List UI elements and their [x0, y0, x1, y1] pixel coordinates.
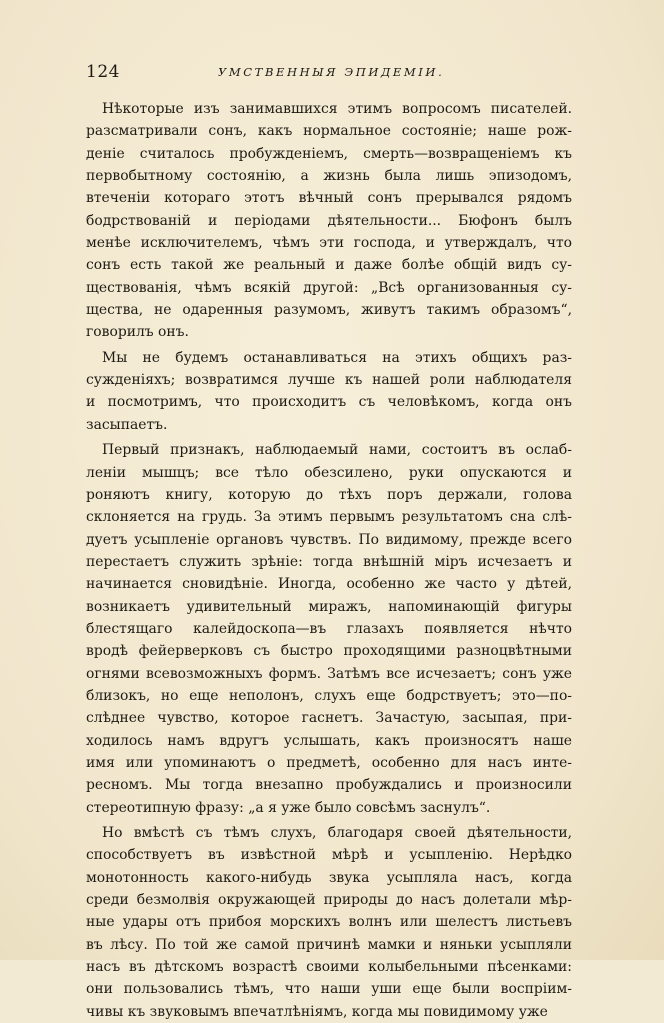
text-line: леніи мышцъ; все тѣло обезсилено, руки опускаются и [86, 464, 572, 481]
text-line: насъ въ дѣтскомъ возрастѣ своими колыбельными пѣсенками: [86, 959, 572, 976]
text-line: они пользовались тѣмъ, что наши уши еще были воспріим- [86, 981, 572, 998]
text-line: первобытному состоянію, а жизнь была лишь эпизодомъ, [86, 168, 572, 185]
running-title: УМСТВЕННЫЯ ЭПИДЕМІИ. [218, 65, 445, 79]
page-header [86, 62, 576, 86]
text-line: деніе считалось пробужденіемъ, смерть—возвращеніемъ къ [86, 145, 572, 162]
text-line: стереотипную фразу: „а я уже было совсѣмъ заснулъ“. [86, 799, 491, 816]
text-line: разсматривали сонъ, какъ нормальное состояніе; наше рож- [86, 123, 572, 140]
text-line: ходилось намъ вдругъ услышать, какъ произносятъ наше [86, 732, 572, 749]
paragraph [86, 98, 572, 344]
text-line: ществованія, чѣмъ всякій другой: „Всѣ организованныя су- [86, 279, 572, 296]
text-line: ные удары отъ прибоя морскихъ волнъ или шелестъ листьевъ [86, 914, 572, 931]
text-line: среди безмолвія окружающей природы до насъ долетали мѣр- [86, 892, 572, 909]
text-line: Мы не будемъ останавливаться на этихъ общихъ раз- [102, 349, 572, 366]
text-line: засыпаетъ. [86, 416, 168, 433]
text-line: слѣднее чувство, которое гаснетъ. Зачастую, засыпая, при- [86, 710, 572, 727]
text-line: роняютъ книгу, которую до тѣхъ поръ держали, голова [86, 486, 572, 503]
text-line: втеченіи котораго этотъ вѣчный сонъ прерывался рядомъ [86, 190, 572, 207]
text-line: дуетъ усыпленіе органовъ чувствъ. По видимому, прежде всего [86, 531, 572, 548]
text-line: огнями всевозможныхъ формъ. Затѣмъ все исчезаетъ; сонъ уже [86, 665, 572, 682]
text-line: сонъ есть такой же реальный и даже болѣе общій видъ су- [86, 257, 572, 274]
text-line: говорилъ онъ. [86, 324, 189, 341]
paragraph [86, 439, 572, 819]
text-line: способствуетъ въ извѣстной мѣрѣ и усыпленію. Нерѣдко [86, 847, 572, 864]
paragraph [86, 347, 572, 436]
text-line: ресномъ. Мы тогда внезапно пробуждались и произносили [86, 777, 572, 794]
text-line: чивы къ звуковымъ впечатлѣніямъ, когда мы повидимому уже [86, 1003, 548, 1020]
text-line: щества, не одаренныя разумомъ, живутъ такимъ образомъ“, [86, 302, 572, 319]
text-line: имя или упоминаютъ о предметѣ, особенно для насъ инте- [86, 754, 572, 771]
text-line: и посмотримъ, что происходитъ съ человѣкомъ, когда онъ [86, 394, 572, 411]
text-line: бодрствованій и періодами дѣятельности... Бюфонъ былъ [86, 212, 572, 229]
text-line: Нѣкоторые изъ занимавшихся этимъ вопросомъ писателей. [102, 101, 572, 117]
text-line: возникаетъ удивительный миражъ, напоминающій фигуры [86, 598, 572, 615]
paragraph [86, 822, 572, 1023]
text-line: монотонность какого-нибудь звука усыпляла насъ, когда [86, 869, 572, 886]
text-line: Первый признакъ, наблюдаемый нами, состоитъ въ ослаб- [102, 442, 572, 459]
text-line: перестаетъ служить зрѣніе: тогда внѣшній міръ исчезаетъ и [86, 553, 572, 570]
text-line: блестящаго калейдоскопа—въ глазахъ появляется нѣчто [86, 620, 572, 637]
text-line: въ лѣсу. По той же самой причинѣ мамки и няньки усыпляли [86, 936, 572, 953]
text-line: близокъ, но еще неполонъ, слухъ еще бодрствуетъ; это—по- [86, 687, 572, 704]
body-text [86, 98, 572, 1023]
text-line: сужденіяхъ; возвратимся лучше къ нашей роли наблюдателя [86, 372, 572, 389]
page-number: 124 [86, 62, 120, 82]
text-line: менѣе исключителемъ, чѣмъ эти господа, и утверждалъ, что [86, 235, 572, 252]
text-line: начинается сновидѣніе. Иногда, особенно же часто у дѣтей, [86, 576, 572, 593]
text-line: вродѣ фейерверковъ съ быстро проходящими разноцвѣтными [86, 643, 572, 660]
text-line: Но вмѣстѣ съ тѣмъ слухъ, благодаря своей дѣятельности, [102, 825, 572, 841]
text-line: склоняется на грудь. За этимъ первымъ результатомъ сна слѣ- [86, 509, 572, 526]
